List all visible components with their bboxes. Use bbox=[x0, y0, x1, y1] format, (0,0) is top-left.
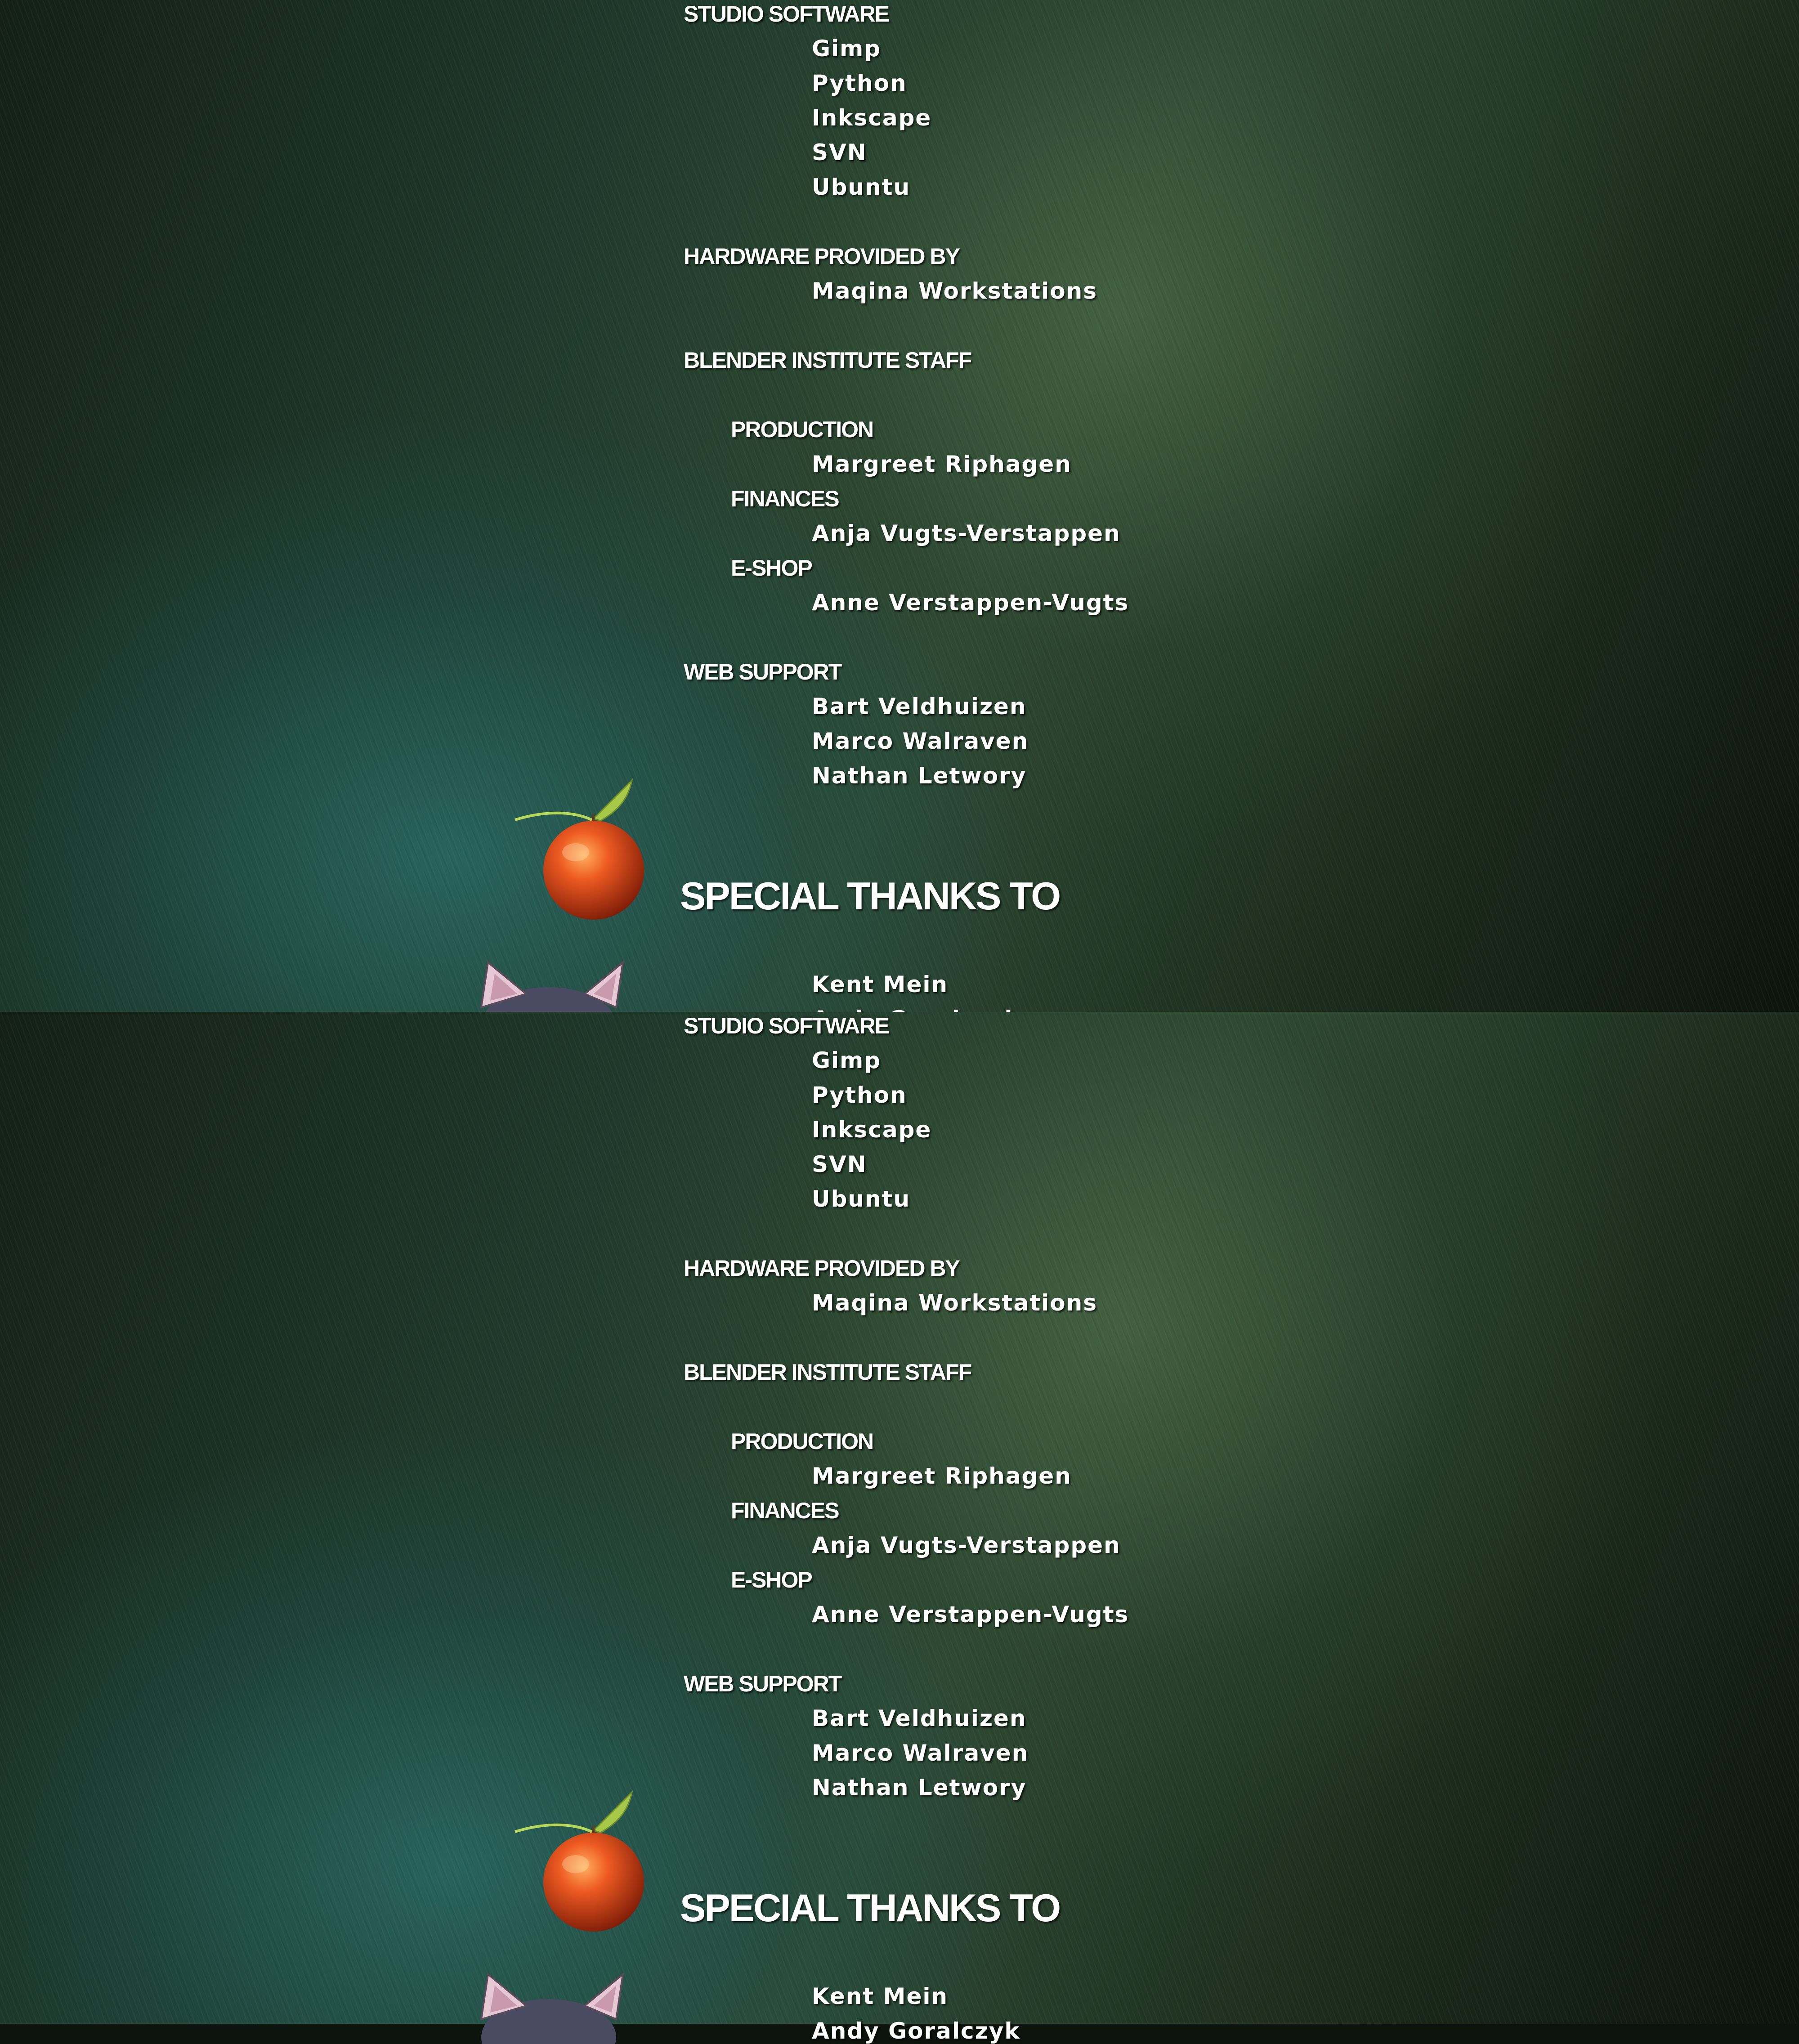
credit-name: Gimp bbox=[812, 36, 881, 62]
credit-name: Nathan Letwory bbox=[812, 1775, 1026, 1801]
credit-name: Kent Mein bbox=[812, 1983, 948, 2009]
web-support-heading: WEB SUPPORT bbox=[684, 659, 841, 685]
credit-name: Python bbox=[812, 70, 907, 96]
special-thanks-heading: SPECIAL THANKS TO bbox=[680, 1886, 1060, 1931]
staff-heading: BLENDER INSTITUTE STAFF bbox=[684, 347, 971, 373]
web-support-heading: WEB SUPPORT bbox=[684, 1671, 841, 1697]
credit-name: Anne Verstappen-Vugts bbox=[812, 590, 1129, 616]
credit-name: Marco Walraven bbox=[812, 1740, 1029, 1766]
credit-name: Python bbox=[812, 1082, 907, 1108]
credit-name: Maqina Workstations bbox=[812, 278, 1097, 304]
studio-software-heading: STUDIO SOFTWARE bbox=[684, 1, 889, 27]
credit-name: Ubuntu bbox=[812, 1186, 910, 1212]
credit-name: SVN bbox=[812, 139, 867, 165]
hardware-heading: HARDWARE PROVIDED BY bbox=[684, 243, 959, 269]
credit-name: Anja Vugts-Verstappen bbox=[812, 520, 1121, 546]
production-heading: PRODUCTION bbox=[731, 416, 873, 443]
credit-name: Kent Mein bbox=[812, 971, 948, 997]
eshop-heading: E-SHOP bbox=[731, 1567, 812, 1593]
special-thanks-heading: SPECIAL THANKS TO bbox=[680, 874, 1060, 919]
credit-name: Anne Verstappen-Vugts bbox=[812, 1601, 1129, 1628]
credit-name: Anja Vugts-Verstappen bbox=[812, 1532, 1121, 1558]
credit-name: Gimp bbox=[812, 1047, 881, 1073]
credit-name: Marco Walraven bbox=[812, 728, 1029, 754]
production-heading: PRODUCTION bbox=[731, 1428, 873, 1454]
credit-name: Inkscape bbox=[812, 1117, 931, 1143]
hardware-heading: HARDWARE PROVIDED BY bbox=[684, 1255, 959, 1281]
credit-name: Margreet Riphagen bbox=[812, 451, 1072, 477]
credit-name: Maqina Workstations bbox=[812, 1290, 1097, 1316]
credit-name: Bart Veldhuizen bbox=[812, 693, 1027, 720]
finances-heading: FINANCES bbox=[731, 1498, 839, 1524]
eshop-heading: E-SHOP bbox=[731, 555, 812, 581]
credit-name: Ubuntu bbox=[812, 174, 910, 200]
credit-name: Margreet Riphagen bbox=[812, 1463, 1072, 1489]
credit-name: Bart Veldhuizen bbox=[812, 1705, 1027, 1731]
finances-heading: FINANCES bbox=[731, 486, 839, 512]
studio-software-heading: STUDIO SOFTWARE bbox=[684, 1013, 889, 1039]
credit-name: Inkscape bbox=[812, 105, 931, 131]
credit-name: SVN bbox=[812, 1151, 867, 1177]
staff-heading: BLENDER INSTITUTE STAFF bbox=[684, 1359, 971, 1385]
credit-name: Nathan Letwory bbox=[812, 763, 1026, 789]
credit-name: Andy Goralczyk bbox=[812, 2018, 1020, 2036]
